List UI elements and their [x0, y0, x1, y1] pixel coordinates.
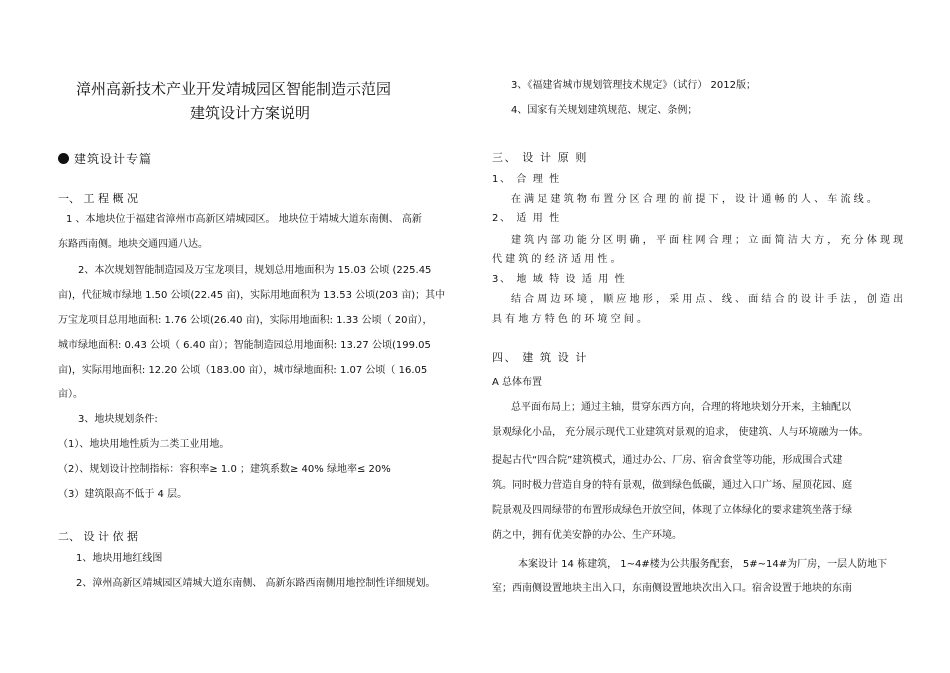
section-heading-main: [58, 152, 152, 166]
heading-architectural-design: 四、 建 筑 设 计: [492, 351, 588, 364]
paragraph-line: 结 合 周 边 环 境 ， 顺 应 地 形 ， 采 用 点 、 线 、 面 结 合 的 设 计 手 法 ， 创 造 出: [511, 294, 904, 305]
paragraph-line: 亩)，实际用地面积: 12.20 公顷（183.00 亩），城市绿地面积: 1.07 公顷（ 16.05: [58, 365, 428, 376]
paragraph-line: （2）、规划设计控制指标：容积率≥ 1.0 ；建筑系数≥ 40% 绿地率≤ 20%: [58, 464, 391, 475]
heading-design-basis: 二、 设 计 依 据: [58, 530, 138, 543]
section-heading-main-label: 建筑设计专篇: [74, 152, 153, 166]
subheading: 1、 合 理 性: [492, 174, 561, 185]
paragraph-line: 万宝龙项目总用地面积: 1.76 公顷(26.40 亩)，实际用地面积: 1.33 公顷（ 20亩），: [58, 315, 433, 326]
heading-design-principles: 三、 设 计 原 则: [492, 151, 588, 164]
paragraph-line: 荫之中，拥有优美安静的办公、生产环境。: [492, 530, 682, 541]
paragraph-line: 总平面布局上；通过主轴，贯穿东西方向，合理的将地块划分开来，主轴配以: [511, 402, 851, 413]
doc-title-line2: 建筑设计方案说明: [190, 104, 311, 122]
doc-title-line1: 漳州高新技术产业开发靖城园区智能制造示范园: [76, 80, 392, 98]
paragraph-line: 亩)，代征城市绿地 1.50 公顷(22.45 亩)，实际用地面积为 13.53 公顷(203 亩)；其中: [58, 290, 446, 301]
paragraph-line: 本案设计 14 栋建筑， 1~4#楼为公共服务配套， 5#~14#为厂房，一层人防地下: [518, 559, 888, 570]
paragraph-line: 在 满 足 建 筑 物 布 置 分 区 合 理 的 前 提 下 ， 设 计 通 畅 的 人 、 车 流 线 。: [511, 194, 877, 205]
paragraph-line: 2、本次规划智能制造园及万宝龙项目，规划总用地面积为 15.03 公顷 (225.45: [78, 265, 432, 276]
paragraph-line: 代 建 筑 的 经 济 适 用 性 。: [492, 254, 621, 265]
heading-project-overview: 一、 工 程 概 况: [58, 192, 138, 205]
paragraph-line: 具 有 地 方 特 色 的 环 境 空 间 。: [492, 314, 647, 325]
bullet-icon: [58, 153, 69, 164]
paragraph-line: 1、地块用地红线图: [76, 553, 163, 564]
paragraph-line: 室；西南侧设置地块主出入口，东南侧设置地块次出入口。宿舍设置于地块的东南: [492, 583, 852, 594]
paragraph-line: （1）、地块用地性质为二类工业用地。: [58, 439, 230, 450]
paragraph-line: 3、地块规划条件:: [78, 414, 158, 425]
paragraph-line: 3、《福建省城市规划管理技术规定》（试行） 2012版；: [511, 80, 756, 91]
paragraph-line: （3）建筑限高不低于 4 层。: [58, 489, 188, 500]
subheading: 3、 地 域 特 设 适 用 性: [492, 274, 627, 285]
subheading-layout: A 总体布置: [492, 377, 543, 388]
paragraph-line: 建 筑 内 部 功 能 分 区 明 确 ， 平 面 柱 网 合 理 ； 立 面 简 洁 大 方 ， 充 分 体 现 现: [511, 235, 904, 246]
paragraph-line: 东路西南侧。地块交通四通八达。: [58, 239, 208, 250]
paragraph-line: 院景观及四周绿带的布置形成绿色开放空间，体现了立体绿化的要求建筑坐落于绿: [492, 505, 852, 516]
paragraph-line: 筑。同时极力营造自身的特有景观，做到绿色低碳，通过入口广场、屋顶花园、庭: [492, 480, 852, 491]
paragraph-line: 4、国家有关规划建筑规范、规定、条例；: [511, 105, 698, 116]
paragraph-line: 城市绿地面积: 0.43 公顷（ 6.40 亩）；智能制造园总用地面积: 13.27 公顷(199.05: [58, 340, 431, 351]
paragraph-line: 2、漳州高新区靖城园区靖城大道东南侧、 高新东路西南侧用地控制性详细规划。: [76, 578, 436, 589]
subheading: 2、 适 用 性: [492, 213, 561, 224]
paragraph-line: 景观绿化小品， 充分展示现代工业建筑对景观的追求， 使建筑、人与环境融为一体。: [492, 427, 869, 438]
paragraph-line: 亩）。: [58, 389, 83, 400]
paragraph-line: 1 、本地块位于福建省漳州市高新区靖城园区。 地块位于靖城大道东南侧、 高新: [66, 214, 422, 225]
paragraph-line: 提起古代“四合院”建筑模式，通过办公、厂房、宿舍食堂等功能，形成围合式建: [492, 455, 843, 466]
